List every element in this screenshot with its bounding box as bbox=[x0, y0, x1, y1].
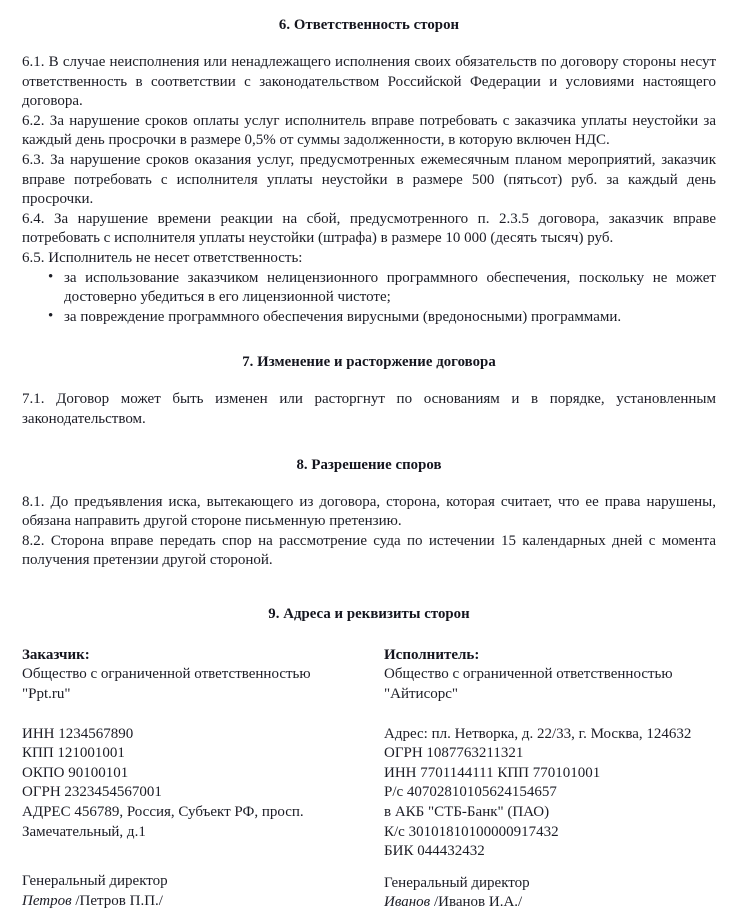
contractor-bank-name: в АКБ "СТБ-Банк" (ПАО) bbox=[384, 804, 550, 821]
contractor-signatory-name: /Иванов И.А./ bbox=[433, 894, 523, 911]
contractor-correspondent-account: К/с 30101810100000917432 bbox=[384, 823, 559, 840]
requisites-block bbox=[22, 646, 716, 913]
contractor-signature: Иванов bbox=[384, 894, 431, 911]
paragraph-6-5: 6.5. Исполнитель не несет ответственность: bbox=[22, 249, 303, 266]
customer-inn: ИНН 1234567890 bbox=[22, 725, 134, 742]
customer-kpp: КПП 121001001 bbox=[22, 745, 125, 762]
paragraph-6-4: 6.4. За нарушение времени реакции на сбой, предусмотренного п. 2.3.5 договора, заказчик вправе потребовать с исполнителя уплаты неустойки (штрафа) в размере 10 000 (десять тысяч) руб. bbox=[22, 210, 716, 247]
contractor-signature-line bbox=[384, 893, 716, 913]
contractor-column bbox=[369, 646, 716, 913]
spacer bbox=[22, 372, 716, 390]
section-heading-8: 8. Разрешение споров bbox=[296, 456, 442, 473]
spacer bbox=[22, 842, 369, 872]
contractor-company-line-1: Общество с ограниченной ответственностью bbox=[384, 666, 673, 683]
spacer bbox=[22, 475, 716, 493]
top-spacer bbox=[22, 0, 716, 16]
spacer bbox=[22, 571, 716, 605]
paragraph-6-1: 6.1. В случае неисполнения или ненадлежащего исполнения своих обязательств по договору стороны несут ответственность в соответствии с законодательством Российской Федерации и условиями настоящего договора. bbox=[22, 54, 716, 110]
spacer bbox=[384, 862, 716, 874]
spacer bbox=[22, 327, 716, 353]
customer-company-line-1: Общество с ограниченной ответственностью bbox=[22, 666, 311, 683]
customer-column bbox=[22, 646, 369, 913]
spacer bbox=[22, 624, 716, 646]
paragraph-6-2: 6.2. За нарушение сроков оплаты услуг исполнитель вправе потребовать с заказчика уплаты неустойки за каждый день просрочки в размере 0,5% от суммы задолженности, в которую включен НДС. bbox=[22, 112, 716, 149]
customer-signature: Петров bbox=[22, 892, 72, 909]
section-heading-9: 9. Адреса и реквизиты сторон bbox=[268, 605, 470, 622]
customer-title: Заказчик: bbox=[22, 646, 90, 663]
paragraph-6-3: 6.3. За нарушение сроков оказания услуг, предусмотренных ежемесячным планом мероприятий, заказчик вправе потребовать с исполнителя уплаты неустойки в размере 500 (пятьсот) руб. за каждый день просрочки. bbox=[22, 151, 716, 208]
customer-signature-line bbox=[22, 892, 369, 912]
customer-address-line-2: Замечательный, д.1 bbox=[22, 823, 146, 840]
spacer bbox=[384, 705, 716, 725]
customer-okpo: ОКПО 90100101 bbox=[22, 764, 129, 781]
paragraph-8-2: 8.2. Сторона вправе передать спор на рассмотрение суда по истечении 15 календарных дней с момента получения претензии другой стороной. bbox=[22, 532, 716, 569]
spacer bbox=[22, 35, 716, 53]
list-item: • за повреждение программного обеспечения вирусными (вредоносными) программами. bbox=[48, 308, 716, 328]
contractor-company-line-2: "Айтисорс" bbox=[384, 686, 459, 703]
contractor-ogrn: ОГРН 1087763211321 bbox=[384, 745, 524, 762]
customer-signatory-role: Генеральный директор bbox=[22, 873, 168, 890]
liability-exclusions-list bbox=[22, 269, 716, 328]
contractor-settlement-account: Р/с 40702810105624154657 bbox=[384, 784, 557, 801]
customer-ogrn: ОГРН 2323454567001 bbox=[22, 784, 162, 801]
list-item: • за использование заказчиком нелицензионного программного обеспечения, поскольку не может достоверно убедиться в его лицензионной чистоте; bbox=[48, 269, 716, 308]
customer-company-line-2: "Ppt.ru" bbox=[22, 686, 71, 703]
section-heading-7: 7. Изменение и расторжение договора bbox=[242, 354, 496, 371]
customer-signatory-name: /Петров П.П./ bbox=[75, 892, 163, 909]
contractor-bik: БИК 044432432 bbox=[384, 843, 485, 860]
paragraph-7-1: 7.1. Договор может быть изменен или расторгнут по основаниям и в порядке, установленным законодательством. bbox=[22, 391, 716, 427]
customer-address-line-1: АДРЕС 456789, Россия, Субъект РФ, просп. bbox=[22, 804, 304, 821]
contractor-address: Адрес: пл. Нетворка, д. 22/33, г. Москва, 124632 bbox=[384, 725, 692, 742]
spacer bbox=[22, 705, 369, 725]
contractor-title: Исполнитель: bbox=[384, 646, 480, 663]
spacer bbox=[22, 430, 716, 456]
contractor-inn-kpp: ИНН 7701144111 КПП 770101001 bbox=[384, 764, 601, 781]
section-heading-6: 6. Ответственность сторон bbox=[278, 17, 460, 33]
paragraph-8-1: 8.1. До предъявления иска, вытекающего из договора, сторона, которая считает, что ее права нарушены, обязана направить другой стороне письменную претензию. bbox=[22, 493, 716, 530]
contractor-signatory-role: Генеральный директор bbox=[384, 874, 530, 891]
